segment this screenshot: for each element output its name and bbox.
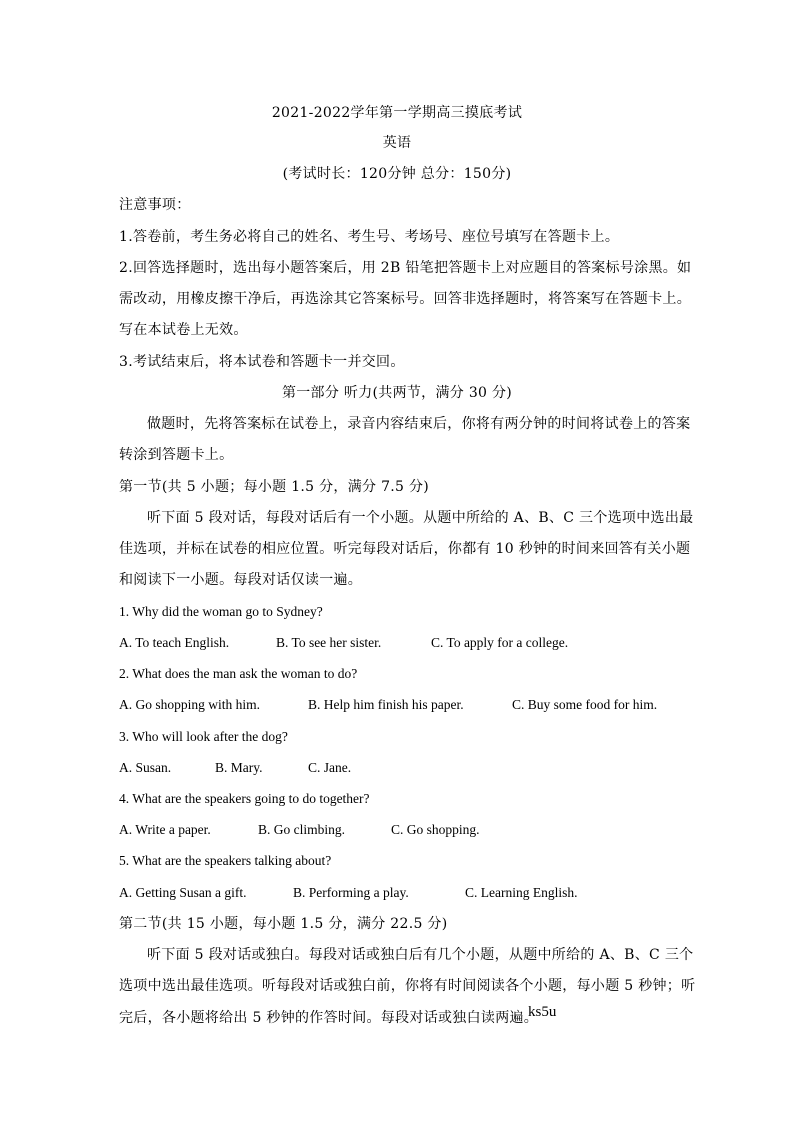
subject-title: 英语	[382, 135, 412, 151]
section1-title: 第一节(共 5 小题；每小题 1.5 分，满分 7.5 分)	[119, 479, 430, 495]
question-5: 5. What are the speakers talking about?	[119, 853, 332, 868]
question-3-option-c: C. Jane.	[308, 760, 352, 775]
question-3-option-b: B. Mary.	[215, 760, 263, 775]
section1-intro-line-2: 佳选项，并标在试卷的相应位置。听完每段对话后，你都有 10 秒钟的时间来回答有关小题	[119, 541, 691, 557]
question-4-option-b: B. Go climbing.	[258, 822, 345, 837]
question-5-option-a: A. Getting Susan a gift.	[119, 885, 247, 900]
exam-info: (考试时长：120分钟 总分：150分)	[282, 166, 512, 182]
question-5-option-b: B. Performing a play.	[293, 885, 409, 900]
question-5-option-c: C. Learning English.	[465, 885, 578, 900]
question-4: 4. What are the speakers going to do together?	[119, 791, 370, 806]
question-1-option-a: A. To teach English.	[119, 635, 230, 650]
section1-intro-line-1: 听下面 5 段对话，每段对话后有一个小题。从题中所给的 A、B、C 三个选项中选出最	[147, 510, 694, 526]
note-item-2: 2.回答选择题时，选出每小题答案后，用 2B 铅笔把答题卡上对应题目的答案标号涂黑。如	[119, 260, 692, 276]
note-item-2-cont: 需改动，用橡皮擦干净后，再选涂其它答案标号。回答非选择题时，将答案写在答题卡上。	[119, 291, 691, 307]
question-2-option-c: C. Buy some food for him.	[512, 697, 658, 712]
question-1: 1. Why did the woman go to Sydney?	[119, 604, 323, 619]
question-3: 3. Who will look after the dog?	[119, 729, 288, 744]
section2-intro-line-3: 完后，各小题将给出 5 秒钟的作答时间。每段对话或独白读两遍。	[119, 1010, 539, 1026]
question-4-option-c: C. Go shopping.	[391, 822, 480, 837]
question-2-option-a: A. Go shopping with him.	[119, 697, 261, 712]
exam-title: 2021-2022学年第一学期高三摸底考试	[271, 105, 523, 121]
section2-intro-line-1: 听下面 5 段对话或独白。每段对话或独白后有几个小题，从题中所给的 A、B、C 三个	[147, 947, 694, 963]
question-4-option-a: A. Write a paper.	[119, 822, 211, 837]
section2-intro-line-2: 选项中选出最佳选项。听每段对话或独白前，你将有时间阅读各个小题，每小题 5 秒钟；听	[119, 978, 696, 994]
question-2-option-b: B. Help him finish his paper.	[308, 697, 464, 712]
question-3-option-a: A. Susan.	[119, 760, 172, 775]
note-item-1: 1.答卷前，考生务必将自己的姓名、考生号、考场号、座位号填写在答题卡上。	[119, 229, 620, 245]
question-1-option-b: B. To see her sister.	[276, 635, 382, 650]
section1-intro-line-3: 和阅读下一小题。每段对话仅读一遍。	[119, 572, 363, 588]
note-item-2-end: 写在本试卷上无效。	[119, 322, 248, 338]
notes-heading: 注意事项：	[119, 197, 191, 213]
note-item-3: 3.考试结束后，将本试卷和答题卡一并交回。	[119, 354, 405, 370]
part1-title: 第一部分 听力(共两节，满分 30 分)	[281, 385, 513, 401]
question-1-option-c: C. To apply for a college.	[431, 635, 569, 650]
part1-intro-line-1: 做题时，先将答案标在试卷上，录音内容结束后，你将有两分钟的时间将试卷上的答案	[147, 416, 691, 432]
part1-intro-line-2: 转涂到答题卡上。	[119, 447, 234, 463]
question-2: 2. What does the man ask the woman to do?	[119, 666, 358, 681]
watermark-text: ks5u	[528, 1004, 557, 1020]
section2-title: 第二节(共 15 小题，每小题 1.5 分，满分 22.5 分)	[119, 916, 448, 932]
